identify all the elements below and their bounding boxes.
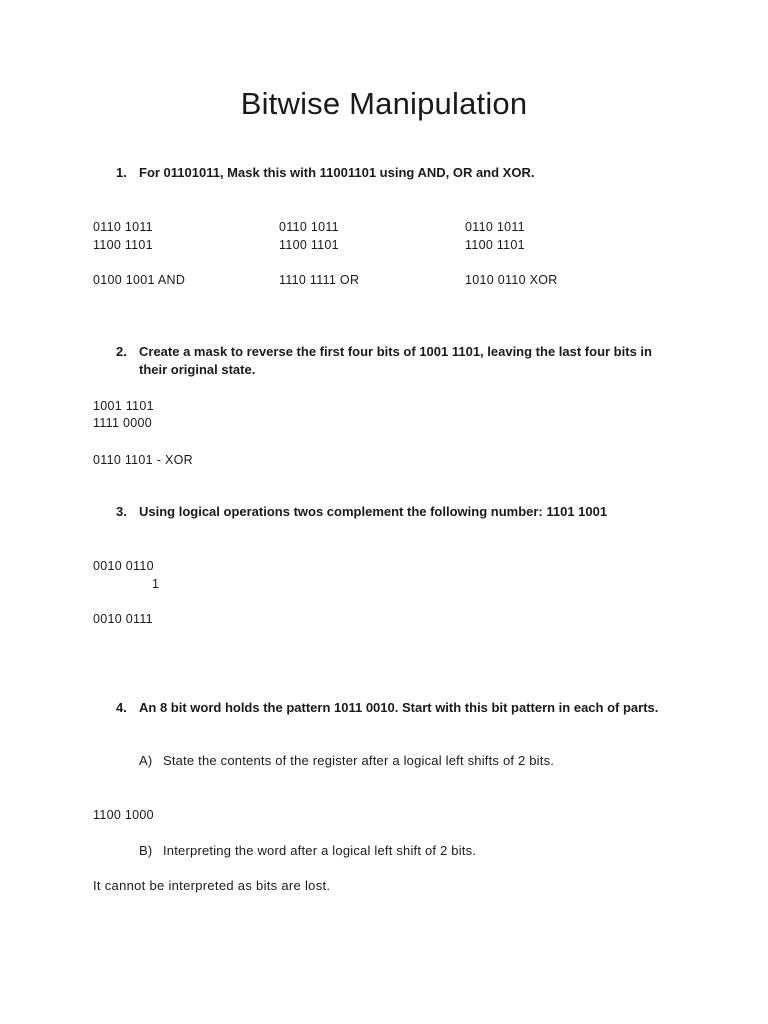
q4-part-a-label: A) — [139, 753, 153, 768]
question-3-number: 3. — [116, 504, 127, 519]
question-4-text: An 8 bit word holds the pattern 1011 0010. Start with this bit pattern in each of parts. — [139, 700, 659, 715]
q2-value: 1001 1101 — [93, 399, 154, 413]
q1-or-operand-a: 0110 1011 — [279, 220, 339, 234]
question-4-number: 4. — [116, 700, 127, 715]
q4-part-a-answer: 1100 1000 — [93, 808, 154, 822]
question-2-text: Create a mask to reverse the first four bits of 1001 1101, leaving the last four bits in their original state. — [139, 344, 652, 377]
question-2-number: 2. — [116, 344, 127, 359]
q1-and-result: 0100 1001 AND — [93, 273, 186, 287]
q4-part-b-label: B) — [139, 843, 153, 858]
q2-result: 0110 1101 - XOR — [93, 453, 193, 467]
question-1-text: For 01101011, Mask this with 11001101 using AND, OR and XOR. — [139, 165, 535, 180]
q1-or-operand-b: 1100 1101 — [279, 238, 339, 252]
q1-and-operand-a: 0110 1011 — [93, 220, 153, 234]
q4-part-b-answer: It cannot be interpreted as bits are lost. — [93, 878, 331, 893]
q2-mask: 1111 0000 — [93, 416, 153, 430]
q1-xor-operand-a: 0110 1011 — [465, 220, 525, 234]
question-2 — [116, 343, 669, 379]
q1-xor-operand-b: 1100 1101 — [465, 238, 525, 252]
q4-part-b-text: Interpreting the word after a logical left shift of 2 bits. — [163, 843, 477, 858]
q3-result: 0010 0111 — [93, 612, 153, 626]
page-title: Bitwise Manipulation — [240, 86, 528, 121]
q4-part-a-text: State the contents of the register after a logical left shifts of 2 bits. — [163, 753, 555, 768]
question-3-text: Using logical operations twos complement the following number: 1101 1001 — [139, 504, 608, 519]
q3-inverted: 0010 0110 — [93, 559, 154, 573]
q1-or-result: 1110 1111 OR — [279, 273, 360, 287]
q3-add-one: 1 — [152, 577, 160, 591]
question-4 — [116, 699, 669, 717]
q1-and-operand-b: 1100 1101 — [93, 238, 153, 252]
question-1-number: 1. — [116, 165, 127, 180]
question-1 — [116, 164, 669, 182]
q1-xor-result: 1010 0110 XOR — [465, 273, 558, 287]
question-3 — [116, 503, 669, 521]
q4-part-b — [139, 842, 476, 860]
q4-part-a — [139, 752, 554, 770]
